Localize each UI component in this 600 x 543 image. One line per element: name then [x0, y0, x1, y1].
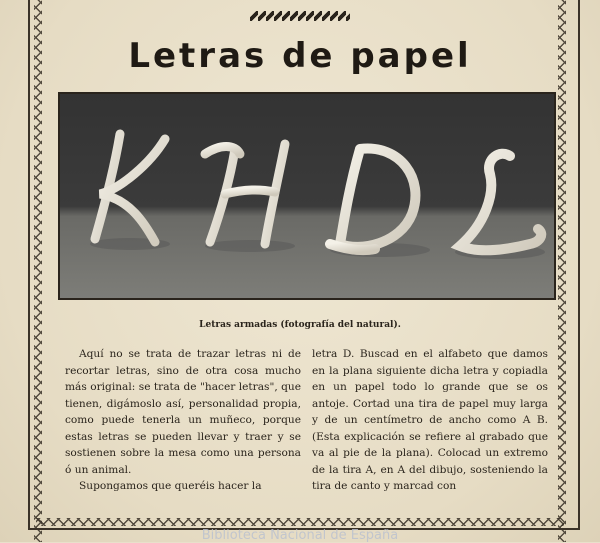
photo-caption: Letras armadas (fotografía del natural). [199, 320, 401, 330]
paragraph: Aquí no se trata de trazar letras ni de recortar letras, sino de otra cosa mucho más original: se trata de "hacer letras", que tienen, digámoslo así, personalidad propia, como puede tenerla un muñeco, porque estas letras se pueden llevar y traer y se sostienen sobre la mesa como una persona ó un animal. [65, 348, 301, 476]
header-ornament [250, 11, 350, 21]
paper-letters-photo [58, 92, 556, 300]
text-column-right [312, 346, 548, 495]
right-zigzag-border [558, 0, 566, 542]
library-watermark: Biblioteca Nacional de España [201, 528, 399, 543]
paragraph: letra D. Buscad en el alfabeto que damos en la plana siguiente dicha letra y copiadla en un papel todo lo grande que se os antoje. Cortad una tira de papel muy larga y de un centímetro de ancho como A B. (Esta explicación se refiere al grabado que va al pie de la plana). Colocad un extremo de la tira A, en A del dibujo, sosteniendo la tira de canto y marcad con [312, 348, 548, 492]
letter-d-shape [330, 149, 415, 251]
paper-letters-illustration [60, 94, 554, 298]
article-title: Letras de papel [128, 36, 472, 76]
bottom-zigzag-border [36, 518, 564, 526]
paragraph: Supongamos que queréis hacer la [79, 480, 262, 492]
left-zigzag-border [34, 0, 42, 542]
letter-h-shape [205, 144, 285, 244]
text-column-left [65, 346, 301, 495]
letter-l-shape [460, 154, 541, 250]
letter-k-shape [95, 134, 165, 242]
